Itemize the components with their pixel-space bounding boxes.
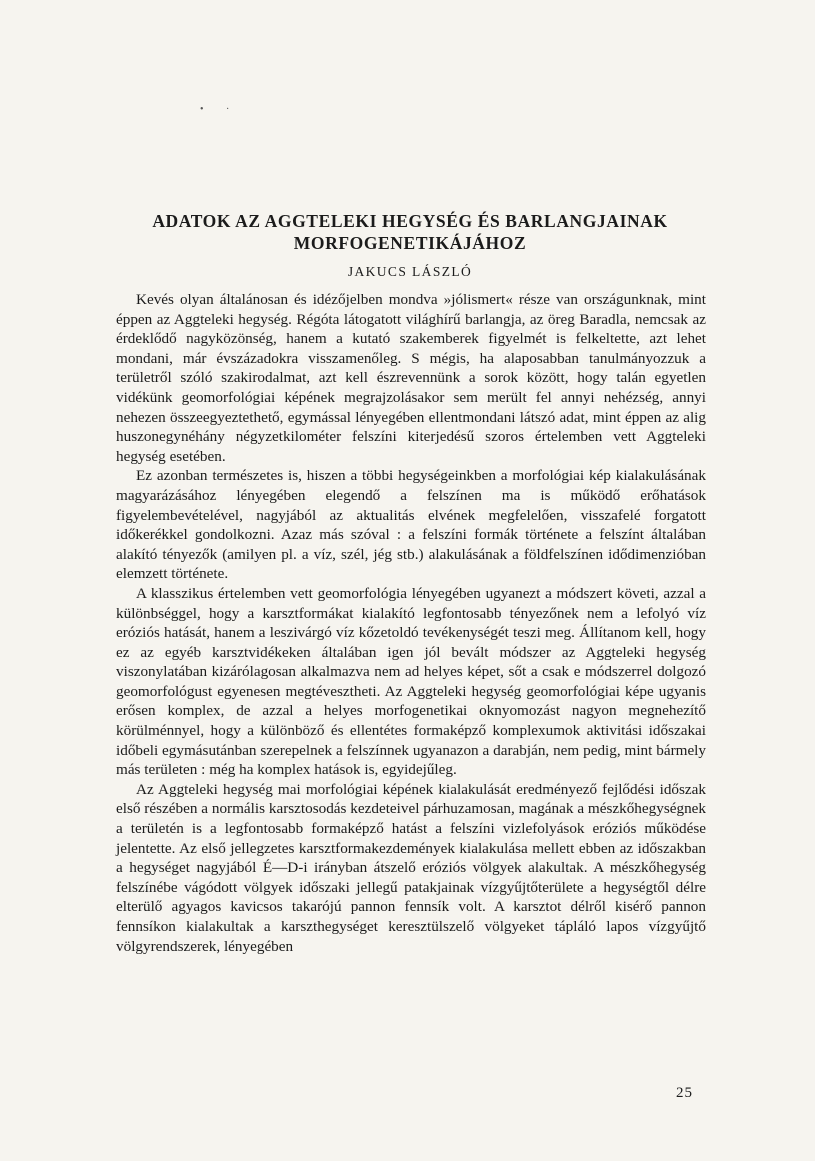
paragraph-1: Kevés olyan általánosan és idézőjelben mondva »jólismert« része van országunknak, mint éppen az Aggteleki hegység. Régóta látogatott világhírű barlangja, az öreg Baradla, nemcsak az érdeklődő nagyközönség, hanem a kutató szakemberek figyelmét is felkeltette, azt lehet mondani, már évszázadokra visszamenőleg. S mégis, ha alaposabban tanulmányozzuk a területről szóló szakirodalmat, azt kell észrevennünk a sorok között, hogy talán egyetlen vidékünk geomorfológiai képének megrajzolásakor sem merült fel annyi nehézség, annyi nehezen összeegyeztethető, egymással lényegében ellentmondani látszó adat, mint éppen az alig huszonegynéhány négyzetkilométer felszíni kiterjedésű szoros értelemben vett Aggteleki hegység esetében.: [116, 291, 706, 465]
paragraph-2: Ez azonban természetes is, hiszen a többi hegységeinkben a morfológiai kép kialakulásának magyarázásához lényegében elegendő a felszínen ma is működő erőhatások figyelembevételével, nagyjából az aktualitás elvének megfelelően, visszafelé forgatott időkerékkel gondolkozni. Azaz más szóval : a felszíni formák története a felszínt általában alakító tényezők (amilyen pl. a víz, szél, jég stb.) alakulásának a földfelszínen idődimenzióban elemzett története.: [116, 467, 706, 583]
article-author: JAKUCS LÁSZLÓ: [347, 264, 473, 279]
print-specks: • ·: [200, 104, 240, 115]
paragraph-4: Az Aggteleki hegység mai morfológiai képének kialakulását eredményező fejlődési időszak első részében a normális karsztosodás kezdeteivel párhuzamosan, magának a mészkőhegységnek a területén is a legfontosabb formaképző hatást a felszíni vizlefolyások eróziós működése jelentette. Az első jellegzetes karsztformakezdemények kialakulása mellett ebben az időszakban a hegységet nagyjából É—D-i irányban átszelő eróziós völgyek alakultak. A mészkőhegység felszínébe vágódott völgyek időszaki jellegű patakjainak vízgyűjtőterülete a hegységtől délre elterülő agyagos kavicsos takarójú pannon fennsík volt. A karsztot délről kisérő pannon fennsíkon kialakultak a karszthegységet keresztülszelő völgyeket tápláló lapos vízgyűjtő völgyrendszerek, lényegében: [116, 780, 706, 955]
page-number: 25: [676, 1085, 693, 1101]
article-title-line1: ADATOK AZ AGGTELEKI HEGYSÉG ÉS BARLANGJAINAK: [152, 211, 668, 231]
article-title-line2: MORFOGENETIKÁJÁHOZ: [293, 233, 527, 253]
article-body: [116, 290, 706, 956]
paragraph-3: A klasszikus értelemben vett geomorfológia lényegében ugyanezt a módszert követi, azzal a különbséggel, hogy a karsztformákat kialakító legfontosabb tényezőnek nem a lefolyó víz eróziós hatását, hanem a leszivárgó víz kőzetoldó tevékenységét teszi meg. Állítanom kell, hogy ez az egyéb karsztvidékeken általában igen jól bevált módszer az Aggteleki hegység viszonylatában kizárólagosan alkalmazva nem ad helyes képet, sőt a csak e módszerrel dolgozó geomorfológust egyenesen megtévesztheti. Az Aggteleki hegység geomorfológiai képe ugyanis erősen komplex, de azzal a helyes morfogenetikai oknyomozást nagyon megnehezítő körülménnyel, hogy a különböző és ellentétes formaképző komplexumok aktivitási időszakai időbeli egymásutánban szerepelnek a felszínnek ugyanazon a darabján, nem pedig, mint bármely más területen : még ha komplex hatások is, egyidejűleg.: [116, 584, 706, 779]
